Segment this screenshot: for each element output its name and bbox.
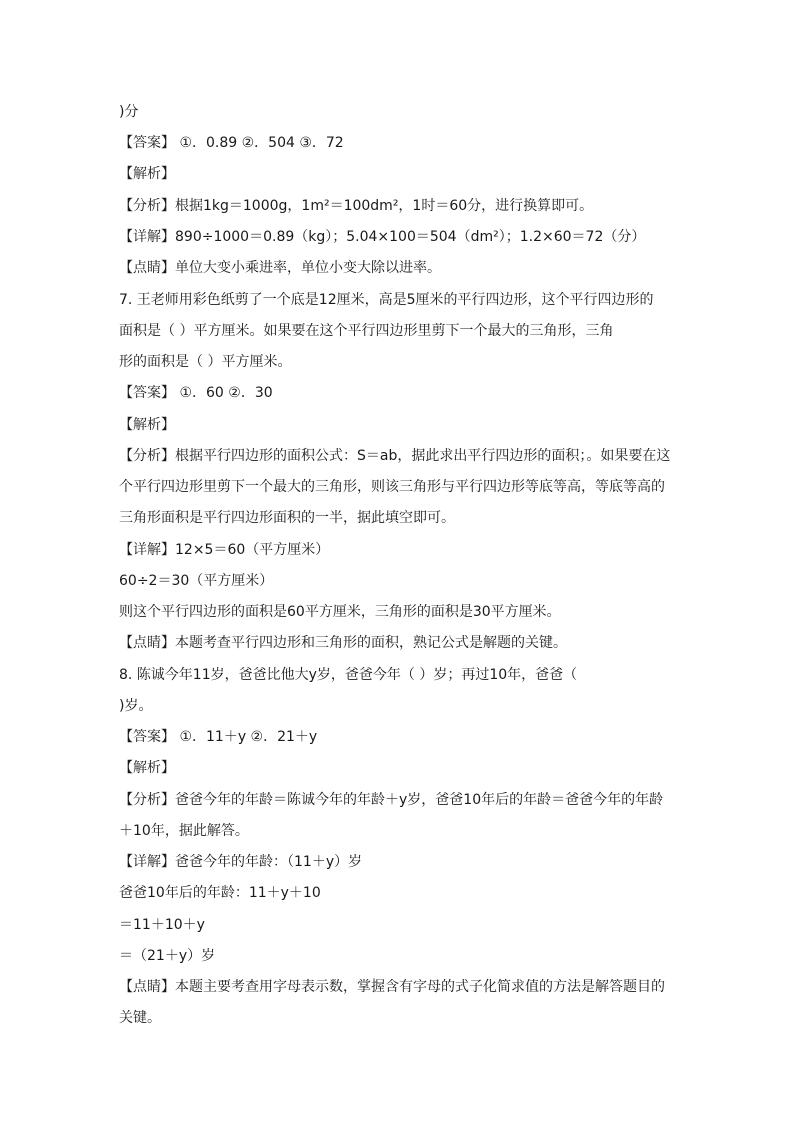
detail-line: 【详解】890÷1000＝0.89（kg）；5.04×100＝504（dm²）；1.2×60＝72（分） [119,229,646,245]
detail-line: ＝11＋10＋y [119,917,205,933]
tip-line: 【点睛】本题主要考查用字母表示数，掌握含有字母的式子化简求值的方法是解答题目的 [119,979,665,995]
detail-line: 【详解】爸爸今年的年龄：（11＋y）岁 [119,854,363,870]
analysis-heading: 【解析】 [119,417,175,433]
analysis-heading: 【解析】 [119,166,175,182]
tip-line: 【点睛】单位大变小乘进率，单位小变大除以进率。 [119,260,441,276]
question-7-line: 形的面积是（ ）平方厘米。 [119,354,292,370]
tip-line: 【点睛】本题考查平行四边形和三角形的面积，熟记公式是解题的关键。 [119,635,567,651]
analysis-line: 【分析】根据平行四边形的面积公式：S＝ab，据此求出平行四边形的面积；。如果要在这 [119,448,671,464]
answer-line: 【答案】 ①．11＋y ②．21＋y [119,729,318,745]
analysis-line: ＋10年，据此解答。 [119,823,249,839]
detail-line: 爸爸10年后的年龄：11＋y＋10 [119,885,321,901]
analysis-heading: 【解析】 [119,760,175,776]
answer-line: 【答案】 ①．0.89 ②．504 ③．72 [119,135,344,151]
detail-line: 则这个平行四边形的面积是60平方厘米，三角形的面积是30平方厘米。 [119,604,561,620]
analysis-line: 个平行四边形里剪下一个最大的三角形，则该三角形与平行四边形等底等高，等底等高的 [119,479,665,495]
tip-line: 关键。 [119,1010,161,1026]
answer-line: 【答案】 ①．60 ②．30 [119,385,273,401]
detail-line: ＝（21＋y）岁 [119,948,216,964]
question-7-line: 面积是（ ）平方厘米。如果要在这个平行四边形里剪下一个最大的三角形，三角 [119,323,614,339]
analysis-line: 三角形面积是平行四边形面积的一半，据此填空即可。 [119,510,455,526]
question-7-line: 7. 王老师用彩色纸剪了一个底是12厘米，高是5厘米的平行四边形，这个平行四边形的 [119,292,654,308]
question-8-line: )岁。 [119,698,153,714]
text-line: )分 [119,104,139,120]
detail-line: 60÷2＝30（平方厘米） [119,573,274,589]
detail-line: 【详解】12×5＝60（平方厘米） [119,542,330,558]
analysis-line: 【分析】爸爸今年的年龄＝陈诚今年的年龄＋y岁，爸爸10年后的年龄＝爸爸今年的年龄 [119,792,664,808]
analysis-line: 【分析】根据1kg＝1000g，1m²＝100dm²，1时＝60分，进行换算即可。 [119,198,594,214]
question-8-line: 8. 陈诚今年11岁，爸爸比他大y岁，爸爸今年（ ）岁；再过10年，爸爸（ [119,667,578,683]
